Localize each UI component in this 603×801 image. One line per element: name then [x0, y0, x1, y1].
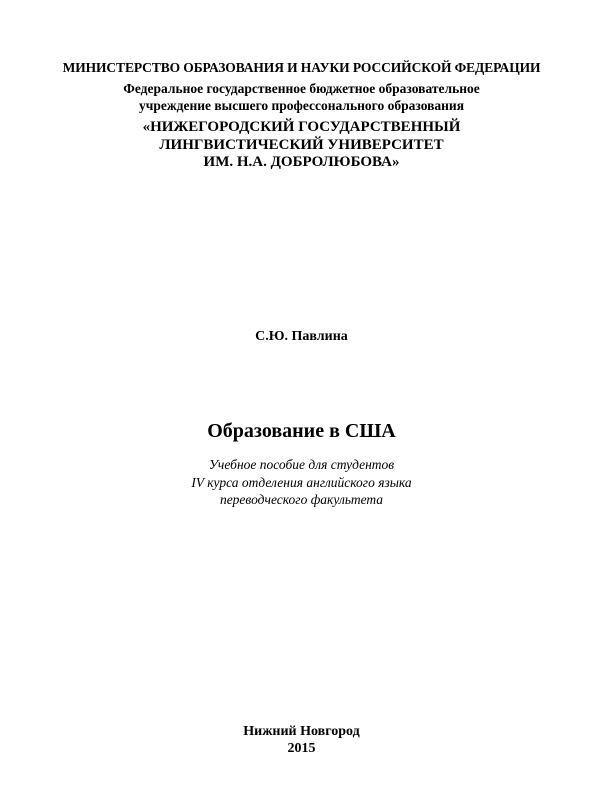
subtitle-line-2: IV курса отделения английского языка: [191, 475, 412, 490]
author-name: С.Ю. Павлина: [255, 329, 348, 344]
university-line-2: ЛИНГВИСТИЧЕСКИЙ УНИВЕРСИТЕТ: [159, 137, 444, 153]
institution-line-1: Федеральное государственное бюджетное образовательное: [123, 81, 480, 96]
book-title: Образование в США: [207, 420, 396, 442]
publication-city: Нижний Новгород: [243, 724, 360, 739]
ministry-heading: МИНИСТЕРСТВО ОБРАЗОВАНИЯ И НАУКИ РОССИЙСКОЙ ФЕДЕРАЦИИ: [62, 60, 541, 75]
subtitle-line-1: Учебное пособие для студентов: [208, 457, 395, 472]
university-line-1: «НИЖЕГОРОДСКИЙ ГОСУДАРСТВЕННЫЙ: [142, 119, 461, 135]
publication-year: 2015: [287, 741, 316, 756]
subtitle-line-3: переводческого факультета: [219, 492, 384, 507]
university-line-3: ИМ. Н.А. ДОБРОЛЮБОВА»: [203, 154, 400, 170]
institution-line-2: учреждение высшего профессонального образования: [138, 98, 465, 113]
